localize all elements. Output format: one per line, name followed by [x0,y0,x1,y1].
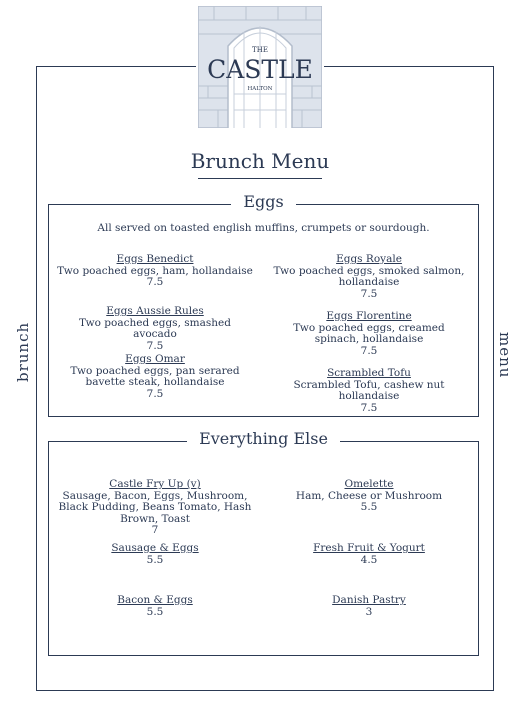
item-name[interactable]: Eggs Omar [125,353,185,365]
item-name[interactable]: Scrambled Tofu [327,367,411,379]
item-name[interactable]: Eggs Aussie Rules [106,305,204,317]
item-desc: Two poached eggs, pan serared bavette steak, hollandaise [70,364,240,388]
section-eggs [48,192,479,417]
item-desc: Two poached eggs, creamed spinach, hollandaise [293,321,445,345]
menu-item-fresh-fruit-yogurt [271,543,467,566]
section-title-eggs: Eggs [49,192,478,211]
menu-item-eggs-benedict [57,254,253,289]
section-title-everything-else: Everything Else [49,429,478,448]
logo-name-text: CASTLE [207,55,313,84]
item-name[interactable]: Sausage & Eggs [111,542,199,554]
page-title: Brunch Menu [190,149,330,173]
item-name[interactable]: Omelette [344,478,394,490]
item-price: 7 [151,524,159,536]
menu-item-bacon-eggs [57,595,253,618]
menu-item-eggs-omar [57,354,253,400]
castle-logo [196,4,324,130]
menu-item-eggs-florentine [271,311,467,357]
section-note: All served on toasted english muffins, crumpets or sourdough. [97,222,430,234]
item-desc: Two poached eggs, smashed avocado [79,316,231,340]
logo-place-text: HALTON [247,86,273,92]
menu-item-danish-pastry [271,595,467,618]
item-price: 7.5 [146,387,164,400]
item-price: 7.5 [360,344,378,357]
item-name[interactable]: Bacon & Eggs [117,594,193,606]
item-name[interactable]: Fresh Fruit & Yogurt [313,542,425,554]
item-price: 7.5 [146,339,164,352]
item-price: 4.5 [360,553,378,566]
item-price: 5.5 [360,501,378,513]
item-price: 5.5 [146,553,164,566]
menu-item-scrambled-tofu [271,368,467,414]
menu-item-eggs-aussie-rules [57,306,253,352]
item-price: 7.5 [360,401,378,414]
item-desc: Two poached eggs, smoked salmon, hollandaise [273,264,465,288]
menu-item-sausage-eggs [57,543,253,566]
item-price: 5.5 [146,605,164,618]
title-underline [198,178,322,179]
logo-the-text: THE [252,46,268,54]
menu-item-eggs-royale [271,254,467,300]
item-desc: Sausage, Bacon, Eggs, Mushroom, Black Pudding, Beans Tomato, Hash Brown, Toast [58,489,252,525]
item-price: 7.5 [360,287,378,300]
section-everything-else [48,429,479,656]
item-desc: Scrambled Tofu, cashew nut hollandaise [293,378,445,402]
item-desc: Ham, Cheese or Mushroom [295,489,443,502]
side-label-brunch: brunch [14,321,32,382]
item-desc: Two poached eggs, ham, hollandaise [57,264,253,277]
menu-item-omelette [271,479,467,514]
menu-item-castle-fry-up [57,479,253,537]
item-price: 3 [365,605,373,618]
item-name[interactable]: Eggs Florentine [326,310,412,322]
item-name[interactable]: Danish Pastry [332,594,406,606]
item-name[interactable]: Eggs Royale [336,253,402,265]
castle-logo-icon [198,6,322,128]
item-name[interactable]: Castle Fry Up (v) [109,478,201,490]
item-name[interactable]: Eggs Benedict [116,253,194,265]
side-label-menu: menu [496,332,514,379]
item-price: 7.5 [146,276,164,288]
